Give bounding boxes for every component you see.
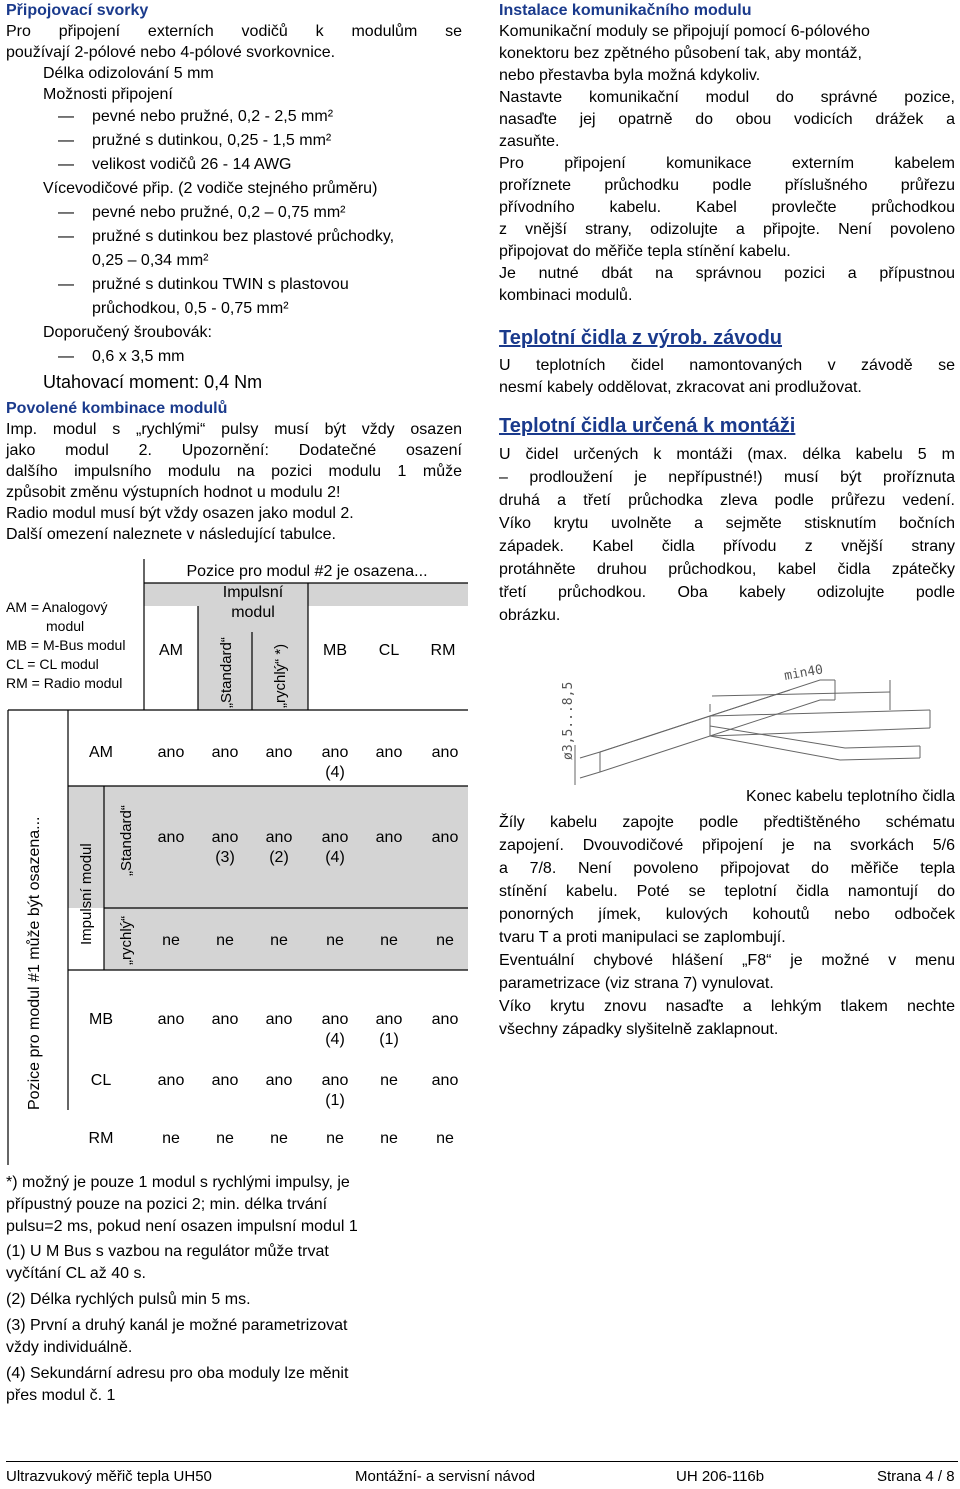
inst-line: Komunikační moduly se připojují pomocí 6-pólového	[499, 23, 870, 40]
note-4: přes modul č. 1	[6, 1387, 116, 1404]
zily-text	[499, 811, 955, 1041]
table-legend	[6, 598, 125, 693]
opt-item: — pevné nebo pružné, 0,2 – 0,75 mm²	[58, 201, 462, 225]
sroubovak: Doporučený šroubovák:	[43, 324, 212, 341]
cable-figure	[560, 640, 940, 790]
table-cell: ne	[380, 932, 398, 949]
col-mb: MB	[323, 642, 347, 659]
inst-line: přívodního kabelu. Kabel provlečte průchodkou	[499, 199, 955, 216]
right-column-bottom	[499, 786, 955, 1041]
opt-item: — pružné s dutinkou TWIN s plastovou	[58, 273, 462, 297]
inst-line: Je nutné dbát na správnou pozici a přípustnou	[499, 265, 955, 282]
row-rm: RM	[88, 1130, 114, 1147]
tep2-line: Víko krytu uvolněte a sejměte stisknutím bočních	[499, 515, 955, 532]
figure-min-label: min40	[783, 662, 825, 684]
table-cell: ne	[436, 932, 454, 949]
right-column	[499, 0, 955, 627]
inst-line: připojovat do měřiče tepla stínění kabelu.	[499, 243, 791, 260]
col-impulsni-l1: Impulsní	[222, 584, 284, 601]
footer-code: UH 206-116b	[676, 1468, 765, 1485]
table-cell: ano	[157, 1072, 185, 1089]
table-cell: ne	[326, 932, 344, 949]
komb-line: jako modul 2. Upozornění: Dodatečné osazení	[6, 442, 462, 459]
note-star: přípustný pouze na pozici 2; min. délka trvání	[6, 1196, 328, 1213]
table-cell: ano (2)	[265, 829, 293, 866]
viko-line: všechny západky slyšitelně zaklapnout.	[499, 1021, 779, 1038]
komb-line: Imp. modul s „rychlými“ pulsy musí být vždy osazen	[6, 421, 462, 438]
note-2: (2) Délka rychlých pulsů min 5 ms.	[6, 1291, 251, 1308]
table-cell: ano	[431, 1072, 459, 1089]
tep2-line: U čidel určených k montáži (max. délka kabelu 5 m	[499, 446, 955, 463]
table-cell: ano (4)	[321, 744, 349, 781]
col-impulsni	[198, 583, 308, 623]
table-cell: ano	[157, 744, 185, 761]
inst-line: z vnější strany, odizolujte a připojte. Není povoleno	[499, 221, 955, 238]
tep2-line: – prodloužení je nepřípustné!) musí být proříznuta	[499, 469, 955, 486]
komb-line: Radio modul musí být vždy osazen jako modul 2.	[6, 505, 354, 522]
note-4: (4) Sekundární adresu pro oba moduly lze měnit	[6, 1365, 349, 1382]
heading-teplotni-vyrob: Teplotní čidla z výrob. závodu	[499, 327, 782, 349]
table-cell: ne	[216, 932, 234, 949]
legend-rm: RM = Radio modul	[6, 675, 123, 691]
table-cell: ano (4)	[321, 829, 349, 866]
zily-line: ponorných jímek, kulových kohoutů nebo odboček	[499, 906, 955, 923]
zily-line: a 7/8. Není povoleno připojovat do měřiče tepla	[499, 860, 955, 877]
komb-line: Další omezení naleznete v následující tabulce.	[6, 526, 336, 543]
table-cell: ano	[265, 1011, 293, 1028]
inst-line: Nastavte komunikační modul do správné pozice,	[499, 89, 955, 106]
table-notes	[6, 1172, 462, 1407]
row-cl: CL	[90, 1072, 112, 1089]
event-line: Eventuální chybové hlášení „F8“ je možné v menu	[499, 952, 955, 969]
row-impulsni: Impulsní modul	[78, 843, 95, 945]
table-cell: ano	[375, 829, 403, 846]
svorky-line1: Pro připojení externích vodičů k modulům se	[6, 23, 462, 40]
table-cell: ano	[431, 744, 459, 761]
tep1-line: nesmí kabely oddělovat, zkracovat ani prodlužovat.	[499, 379, 862, 396]
inst-line: nebo přestavba byla možná kdykoliv.	[499, 67, 761, 84]
utahovaci-moment: Utahovací moment: 0,4 Nm	[43, 372, 263, 392]
table-cell: ano	[211, 1011, 239, 1028]
zily-line: zapojení. Dvouvodičové připojení je na svorkách 5/6	[499, 837, 955, 854]
opt-item-cont: 0,25 – 0,34 mm²	[92, 252, 209, 269]
table-cell: ano	[265, 1072, 293, 1089]
zily-line: Žíly kabelu zapojte podle předtištěného schématu	[499, 814, 955, 831]
komb-line: dalšího impulsního modulu na pozici modulu 1 může	[6, 463, 462, 480]
legend-am: AM = Analogový	[6, 599, 108, 615]
inst-line: zasuňte.	[499, 133, 560, 150]
col-cl: CL	[378, 642, 400, 659]
tep2-line: třetí průchodkou. Oba kabely odizolujte podle	[499, 584, 955, 601]
col-am: AM	[159, 642, 183, 659]
footer-title: Ultrazvukový měřič tepla UH50	[6, 1468, 212, 1485]
col-impulsni-l2: modul	[231, 604, 275, 621]
inst-line: nasaďte jej opatrně do obou vodicích drážek a	[499, 111, 955, 128]
instalace-text	[499, 21, 955, 307]
note-star: pulsu=2 ms, pokud není osazen impulsní modul 1	[6, 1218, 358, 1235]
row-mb: MB	[89, 1011, 113, 1028]
opt-item: — pružné s dutinkou bez plastové průchodky,	[58, 225, 462, 249]
table-cell: ano	[157, 829, 185, 846]
note-3: (3) První a druhý kanál je možné parametrizovat	[6, 1317, 348, 1334]
heading-teplotni-montaz: Teplotní čidla určená k montáži	[499, 415, 796, 437]
delka-odizolovani: Délka odizolování 5 mm	[43, 65, 214, 82]
table-cell: ne	[216, 1130, 234, 1147]
teplotni-montaz-text	[499, 443, 955, 627]
col-rychly: „rychlý“ *)	[272, 643, 289, 708]
moznosti: Možnosti připojení	[43, 86, 173, 103]
row-am: AM	[89, 744, 113, 761]
heading-kombinace: Povolené kombinace modulů	[6, 400, 228, 417]
table-cell: ne	[162, 1130, 180, 1147]
legend-mb: MB = M-Bus modul	[6, 637, 126, 653]
table-cell: ano	[431, 1011, 459, 1028]
svorky-line2: používají 2-pólové nebo 4-pólové svorkovnice.	[6, 44, 336, 61]
table-top-header: Pozice pro modul #2 je osazena...	[186, 563, 428, 580]
table-cell: ne	[162, 932, 180, 949]
table-cell: ano (1)	[375, 1011, 403, 1048]
opt-item-cont: průchodkou, 0,5 - 0,75 mm²	[92, 300, 289, 317]
inst-line: konektoru bez zpětného působení tak, aby montáž,	[499, 45, 862, 62]
viko-line: Víko krytu znovu nasaďte a lehkým tlakem nechte	[499, 998, 955, 1015]
inst-line: Pro připojení komunikace externím kabelem	[499, 155, 955, 172]
vicevodicove: Vícevodičové přip. (2 vodiče stejného průměru)	[43, 180, 378, 197]
table-cell: ne	[326, 1130, 344, 1147]
heading-svorky: Připojovací svorky	[6, 2, 149, 19]
figure-caption: Konec kabelu teplotního čidla	[745, 788, 955, 805]
table-cell: ne	[270, 1130, 288, 1147]
table-cell: ne	[380, 1072, 398, 1089]
legend-cl: CL = CL modul	[6, 656, 99, 672]
opt-item: — 0,6 x 3,5 mm	[6, 345, 462, 369]
teplotni-vyrob-text	[499, 355, 955, 399]
komb-line: způsobit změnu výstupních hodnot u modulu 2!	[6, 484, 341, 501]
table-cell: ne	[270, 932, 288, 949]
note-1: vyčítání CL až 40 s.	[6, 1265, 146, 1282]
table-cell: ano	[211, 744, 239, 761]
opt-item: — pružné s dutinkou, 0,25 - 1,5 mm²	[58, 129, 462, 153]
zily-line: stínění kabelu. Poté se teplotní čidla namontují do	[499, 883, 955, 900]
row-rychly: „rychlý“	[118, 915, 135, 965]
tep1-line: U teplotních čidel namontovaných v závodě se	[499, 357, 955, 374]
tep2-line: obrázku.	[499, 607, 561, 624]
table-cell: ano (3)	[211, 829, 239, 866]
table-cell: ne	[436, 1130, 454, 1147]
table-cell: ano	[265, 744, 293, 761]
opt-item: — pevné nebo pružné, 0,2 - 2,5 mm²	[58, 105, 462, 129]
table-cell: ano	[431, 829, 459, 846]
opt-item: — velikost vodičů 26 - 14 AWG	[58, 153, 462, 177]
col-standard: „Standard“	[218, 637, 235, 708]
note-1: (1) U M Bus s vazbou na regulátor může trvat	[6, 1243, 329, 1260]
tep2-line: druhá a třetí průchodka zleva podle průřezu vedení.	[499, 492, 955, 509]
legend-am-cont: modul	[46, 618, 85, 634]
inst-line: kombinaci modulů.	[499, 287, 633, 304]
heading-instalace: Instalace komunikačního modulu	[499, 2, 752, 19]
side-label: Pozice pro modul #1 může být osazena...	[26, 816, 43, 1110]
tep2-line: protáhněte druhou průchodkou, kabel čidla zpátečky	[499, 561, 955, 578]
event-line: parametrizace (viz strana 7) vynulovat.	[499, 975, 774, 992]
note-star: *) možný je pouze 1 modul s rychlými impulsy, je	[6, 1174, 350, 1191]
zily-line: tvaru T a proti manipulaci se zaplombují.	[499, 929, 786, 946]
table-cell: ano	[211, 1072, 239, 1089]
tep2-line: západek. Kabel čidla přívodu z vnější strany	[499, 538, 955, 555]
inst-line: proříznete průchodku podle příslušného průřezu	[499, 177, 955, 194]
row-standard: „Standard“	[118, 805, 135, 876]
footer-rule	[6, 1461, 958, 1462]
table-cell: ano	[375, 744, 403, 761]
footer-doc: Montážní- a servisní návod	[355, 1468, 536, 1485]
footer-page: Strana 4 / 8	[877, 1468, 955, 1485]
table-cell: ano	[157, 1011, 185, 1028]
table-cell: ne	[380, 1130, 398, 1147]
figure-dia-label: ø3,5...8,5	[561, 681, 576, 760]
table-cell: ano (4)	[321, 1011, 349, 1048]
table-cell: ano (1)	[321, 1072, 349, 1109]
col-rm: RM	[430, 642, 456, 659]
note-3: vždy individuálně.	[6, 1339, 133, 1356]
